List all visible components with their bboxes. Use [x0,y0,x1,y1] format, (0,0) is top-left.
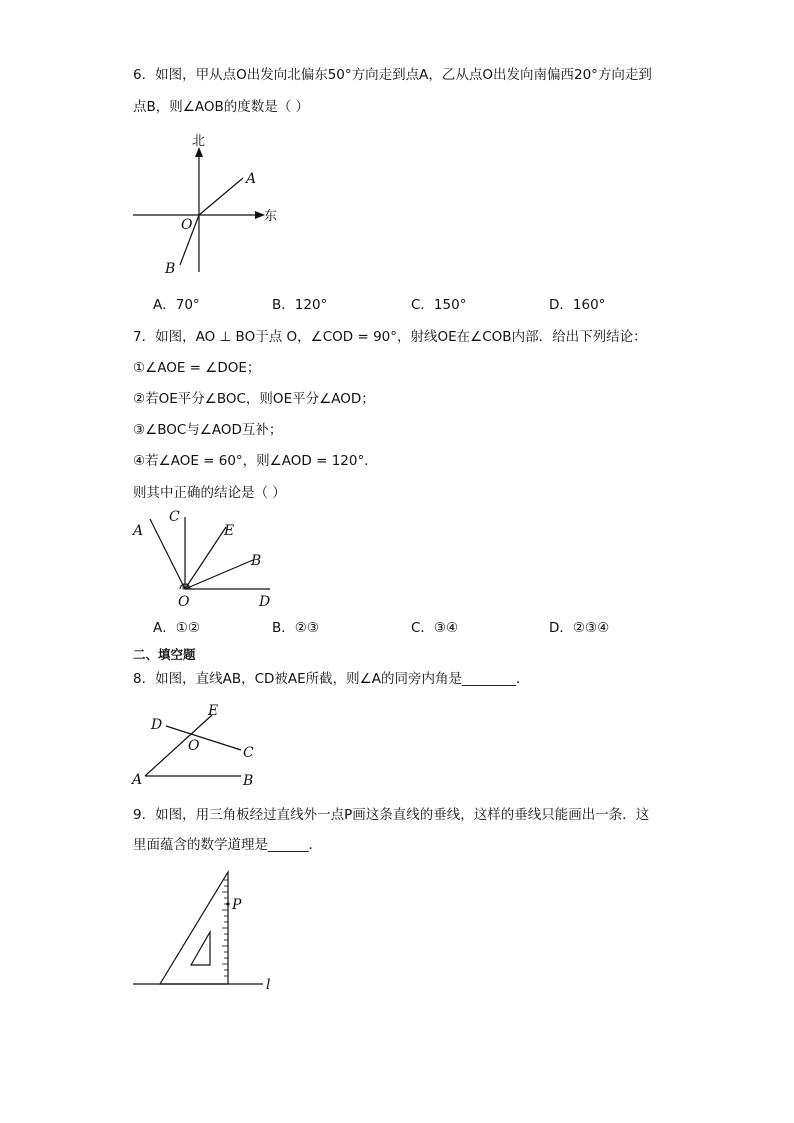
q7-angles-figure [128,505,288,610]
point-p-label: P [232,897,242,913]
point-b-label: B [251,553,262,569]
point-a-label: A [132,772,143,788]
section-heading: 二、填空题 [133,647,196,662]
q8-lines-figure [128,700,268,792]
q9-text-line1: 9．如图，用三角板经过直线外一点P画这条直线的垂线，这样的垂线只能画出一条．这 [133,807,650,823]
ray-oa [150,519,185,589]
q6-text-line2: 点B，则∠AOB的度数是（ ） [133,99,310,115]
q6-option-a: A．70° [153,297,200,313]
point-d-label: D [259,594,271,610]
point-c-label: C [169,509,180,525]
point-b-label: B [165,261,176,277]
q6-option-b: B．120° [272,297,328,313]
q7-ask: 则其中正确的结论是（ ） [133,485,286,501]
point-a-label: A [246,171,257,187]
point-o-label: O [181,217,193,233]
q7-option-a: A．①② [153,620,200,636]
east-label: 东 [264,209,278,224]
q7-conclusion-3: ③∠BOC与∠AOD互补； [133,422,283,438]
q7-text-line1: 7．如图，AO ⊥ BO于点 O，∠COD = 90°，射线OE在∠COB内部．给出下列结论： [133,329,647,345]
q7-option-b: B．②③ [272,620,319,636]
q7-conclusion-1: ①∠AOE = ∠DOE； [133,360,261,376]
q6-option-c: C．150° [411,297,467,313]
ray-oa [199,178,243,215]
point-e-label: E [208,703,219,719]
q6-text-line1: 6．如图，甲从点O出发向北偏东50°方向走到点A，乙从点O出发向南偏西20°方向走到 [133,67,652,83]
point-o-label: O [188,738,200,754]
q7-option-c: C．③④ [411,620,459,636]
point-e-label: E [224,523,235,539]
q9-triangle-ruler-figure [128,862,288,994]
line-l-label: l [266,977,271,993]
triangle-ruler-hole [191,932,210,965]
point-o-label: O [178,594,190,610]
q6-option-d: D．160° [549,297,606,313]
point-a-label: A [133,523,144,539]
north-label: 北 [192,134,206,149]
point-c-label: C [243,745,254,761]
q6-compass-figure [125,125,295,280]
q9-text-line2: 里面蕴含的数学道理是______． [133,837,322,853]
point-d-label: D [151,717,163,733]
ruler-ticks [222,880,228,976]
q7-conclusion-2: ②若OE平分∠BOC，则OE平分∠AOD； [133,391,375,407]
q7-option-d: D．②③④ [549,620,610,636]
point-p [226,902,229,905]
point-b-label: B [243,773,254,789]
q8-text-line1: 8．如图，直线AB，CD被AE所截，则∠A的同旁内角是________． [133,671,530,687]
triangle-ruler [160,872,228,984]
q7-conclusion-4: ④若∠AOE = 60°，则∠AOD = 120°． [133,453,378,469]
